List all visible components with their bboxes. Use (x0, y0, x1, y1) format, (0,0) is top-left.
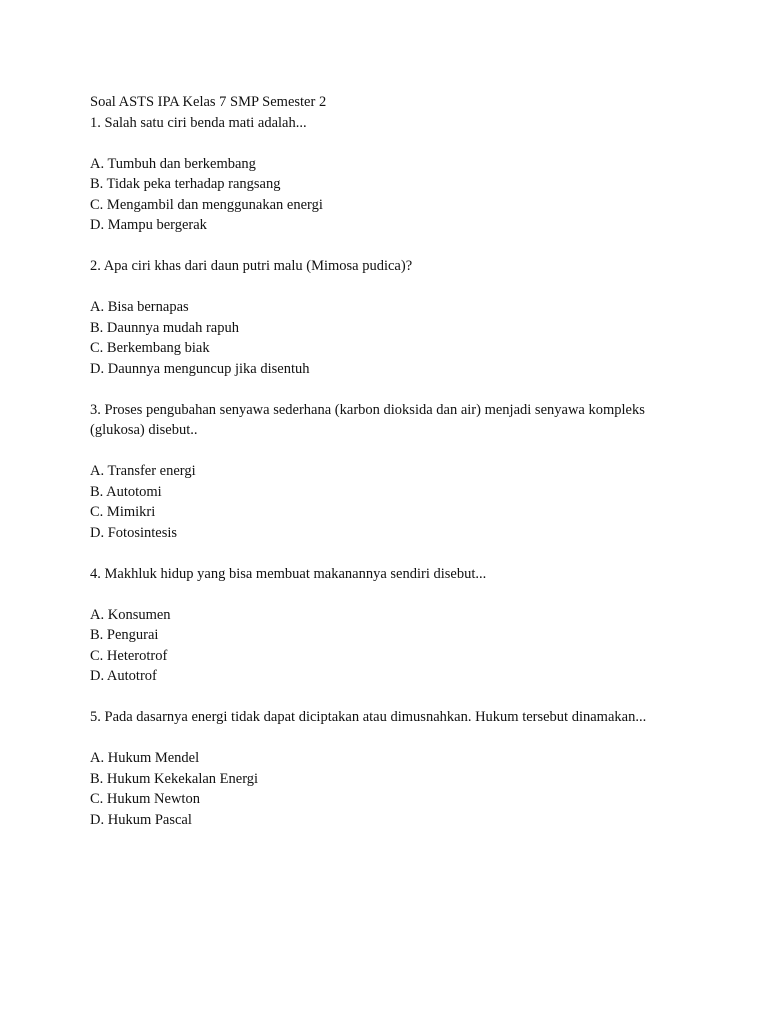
option-c: C. Mengambil dan menggunakan energi (90, 196, 323, 213)
option-d: D. Daunnya menguncup jika disentuh (90, 360, 310, 377)
spacer (90, 687, 680, 708)
spacer (90, 441, 680, 462)
option-b: B. Tidak peka terhadap rangsang (90, 176, 281, 192)
spacer (90, 277, 680, 298)
option-b: B. Hukum Kekekalan Energi (90, 770, 259, 787)
question-1 (90, 113, 680, 236)
option-d: D. Hukum Pascal (90, 811, 192, 828)
question-4 (90, 564, 680, 687)
document-title: Soal ASTS IPA Kelas 7 SMP Semester 2 (90, 94, 327, 110)
option-a: A. Konsumen (90, 606, 171, 623)
spacer (90, 584, 680, 605)
spacer (90, 133, 680, 154)
question-text: 2. Apa ciri khas dari daun putri malu (Mimosa pudica)? (90, 258, 413, 274)
spacer (90, 728, 680, 749)
option-a: A. Bisa bernapas (90, 299, 189, 315)
question-text: 4. Makhluk hidup yang bisa membuat makanannya sendiri disebut... (90, 565, 487, 582)
question-text: 3. Proses pengubahan senyawa sederhana (karbon dioksida dan air) menjadi senyawa kompleks (glukosa) disebut.. (90, 401, 645, 438)
question-5 (90, 707, 680, 830)
spacer (90, 379, 680, 400)
spacer (90, 236, 680, 257)
question-2 (90, 256, 680, 379)
option-c: C. Berkembang biak (90, 340, 210, 356)
option-d: D. Autotrof (90, 668, 157, 684)
spacer (90, 543, 680, 564)
question-text: 1. Salah satu ciri benda mati adalah... (90, 114, 307, 131)
option-a: A. Tumbuh dan berkembang (90, 155, 256, 172)
option-c: C. Mimikri (90, 504, 156, 520)
option-c: C. Heterotrof (90, 647, 168, 664)
option-a: A. Hukum Mendel (90, 750, 200, 766)
option-b: B. Autotomi (90, 483, 162, 500)
option-b: B. Pengurai (90, 627, 159, 643)
option-d: D. Fotosintesis (90, 524, 178, 541)
option-a: A. Transfer energi (90, 463, 196, 479)
question-3 (90, 400, 680, 544)
option-c: C. Hukum Newton (90, 791, 200, 807)
question-text: 5. Pada dasarnya energi tidak dapat diciptakan atau dimusnahkan. Hukum tersebut dinamakan... (90, 709, 647, 725)
document-body (90, 92, 680, 830)
option-d: D. Mampu bergerak (90, 217, 207, 233)
option-b: B. Daunnya mudah rapuh (90, 319, 239, 336)
